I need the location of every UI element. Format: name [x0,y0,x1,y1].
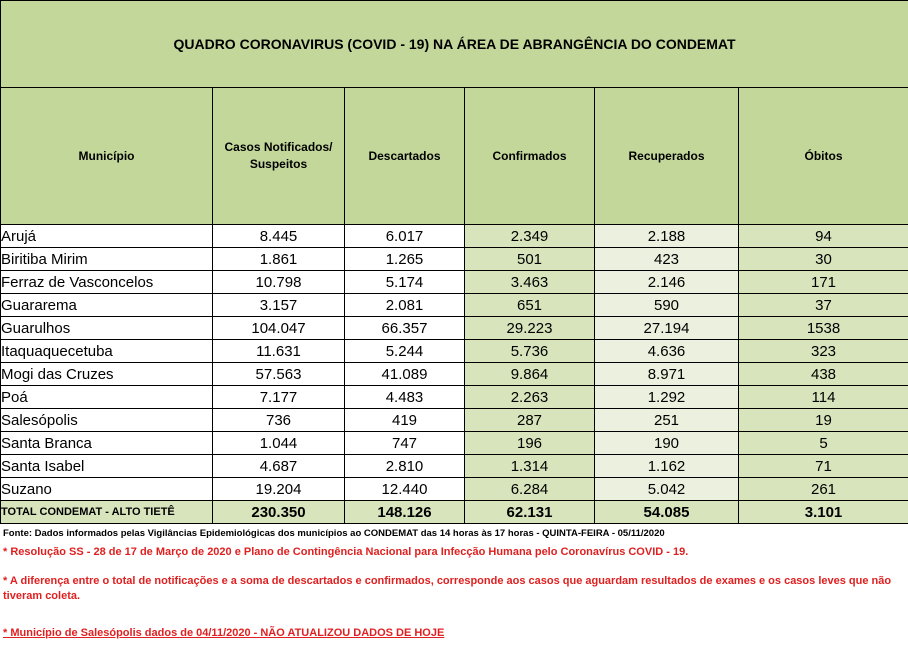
cell-municipio: Santa Branca [1,432,213,455]
cell-confirmados: 651 [465,294,595,317]
total-row [1,501,908,524]
cell-obitos: 37 [739,294,908,317]
cell-casos: 3.157 [213,294,345,317]
cell-municipio: Santa Isabel [1,455,213,478]
cell-obitos: 94 [739,225,908,248]
cell-municipio: Salesópolis [1,409,213,432]
table-row [1,225,908,248]
cell-casos: 4.687 [213,455,345,478]
cell-descartados: 4.483 [345,386,465,409]
cell-descartados: 2.081 [345,294,465,317]
header-casos: Casos Notificados/ Suspeitos [213,88,345,225]
table-row [1,363,908,386]
cell-recuperados: 1.292 [595,386,739,409]
cell-recuperados: 2.146 [595,271,739,294]
cell-descartados: 1.265 [345,248,465,271]
cell-municipio: Biritiba Mirim [1,248,213,271]
cell-municipio: Guararema [1,294,213,317]
source-note: Fonte: Dados informados pelas Vigilâncias Epidemiológicas dos municípios ao CONDEMAT das 14 horas às 17 horas - QUINTA-FEIRA - 05/11/2020 [3,528,665,539]
cell-descartados: 41.089 [345,363,465,386]
total-descartados: 148.126 [345,501,465,524]
cell-casos: 104.047 [213,317,345,340]
total-casos: 230.350 [213,501,345,524]
cell-descartados: 12.440 [345,478,465,501]
cell-recuperados: 1.162 [595,455,739,478]
cell-casos: 19.204 [213,478,345,501]
cell-casos: 7.177 [213,386,345,409]
cell-descartados: 747 [345,432,465,455]
header-recuperados: Recuperados [595,88,739,225]
cell-recuperados: 4.636 [595,340,739,363]
cell-obitos: 1538 [739,317,908,340]
cell-recuperados: 423 [595,248,739,271]
cell-descartados: 66.357 [345,317,465,340]
cell-casos: 1.044 [213,432,345,455]
table-row [1,409,908,432]
cell-recuperados: 251 [595,409,739,432]
table-row [1,432,908,455]
table-row [1,317,908,340]
cell-obitos: 5 [739,432,908,455]
cell-municipio: Guarulhos [1,317,213,340]
header-obitos: Óbitos [739,88,908,225]
cell-confirmados: 501 [465,248,595,271]
cell-casos: 736 [213,409,345,432]
resolution-note: * Resolução SS - 28 de 17 de Março de 2020 e Plano de Contingência Nacional para Infecção Humana pelo Coronavírus COVID - 19. [3,546,689,558]
cell-confirmados: 287 [465,409,595,432]
cell-obitos: 261 [739,478,908,501]
cell-obitos: 30 [739,248,908,271]
cell-obitos: 438 [739,363,908,386]
cell-confirmados: 9.864 [465,363,595,386]
total-label: TOTAL CONDEMAT - ALTO TIETÊ [1,501,213,524]
cell-obitos: 171 [739,271,908,294]
cell-municipio: Arujá [1,225,213,248]
cell-recuperados: 27.194 [595,317,739,340]
cell-descartados: 5.174 [345,271,465,294]
table-title: QUADRO CORONAVIRUS (COVID - 19) NA ÁREA DE ABRANGÊNCIA DO CONDEMAT [1,1,908,88]
table-row [1,386,908,409]
cell-recuperados: 5.042 [595,478,739,501]
header-municipio: Município [1,88,213,225]
cell-descartados: 6.017 [345,225,465,248]
header-descartados: Descartados [345,88,465,225]
cell-recuperados: 2.188 [595,225,739,248]
cell-confirmados: 5.736 [465,340,595,363]
cell-descartados: 419 [345,409,465,432]
table-row [1,294,908,317]
cell-municipio: Suzano [1,478,213,501]
table-row [1,340,908,363]
cell-casos: 10.798 [213,271,345,294]
cell-obitos: 19 [739,409,908,432]
table-row [1,478,908,501]
cell-municipio: Itaquaquecetuba [1,340,213,363]
cell-descartados: 2.810 [345,455,465,478]
cell-recuperados: 8.971 [595,363,739,386]
cell-confirmados: 6.284 [465,478,595,501]
difference-note: * A diferença entre o total de notificações e a soma de descartados e confirmados, corresponde aos casos que aguardam resultados de exames e os casos leves que não tiveram coleta. [3,575,892,602]
header-confirmados: Confirmados [465,88,595,225]
cell-casos: 8.445 [213,225,345,248]
cell-obitos: 71 [739,455,908,478]
cell-confirmados: 3.463 [465,271,595,294]
cell-municipio: Mogi das Cruzes [1,363,213,386]
cell-recuperados: 590 [595,294,739,317]
cell-casos: 1.861 [213,248,345,271]
cell-municipio: Ferraz de Vasconcelos [1,271,213,294]
table-row [1,248,908,271]
table-row [1,455,908,478]
total-recuperados: 54.085 [595,501,739,524]
total-obitos: 3.101 [739,501,908,524]
cell-casos: 57.563 [213,363,345,386]
total-confirmados: 62.131 [465,501,595,524]
table-row [1,271,908,294]
cell-casos: 11.631 [213,340,345,363]
cell-obitos: 114 [739,386,908,409]
cell-confirmados: 1.314 [465,455,595,478]
cell-confirmados: 29.223 [465,317,595,340]
cell-confirmados: 196 [465,432,595,455]
cell-confirmados: 2.349 [465,225,595,248]
cell-confirmados: 2.263 [465,386,595,409]
cell-descartados: 5.244 [345,340,465,363]
cell-obitos: 323 [739,340,908,363]
salesopolis-note: * Município de Salesópolis dados de 04/11/2020 - NÃO ATUALIZOU DADOS DE HOJE [3,627,445,639]
cell-recuperados: 190 [595,432,739,455]
cell-municipio: Poá [1,386,213,409]
